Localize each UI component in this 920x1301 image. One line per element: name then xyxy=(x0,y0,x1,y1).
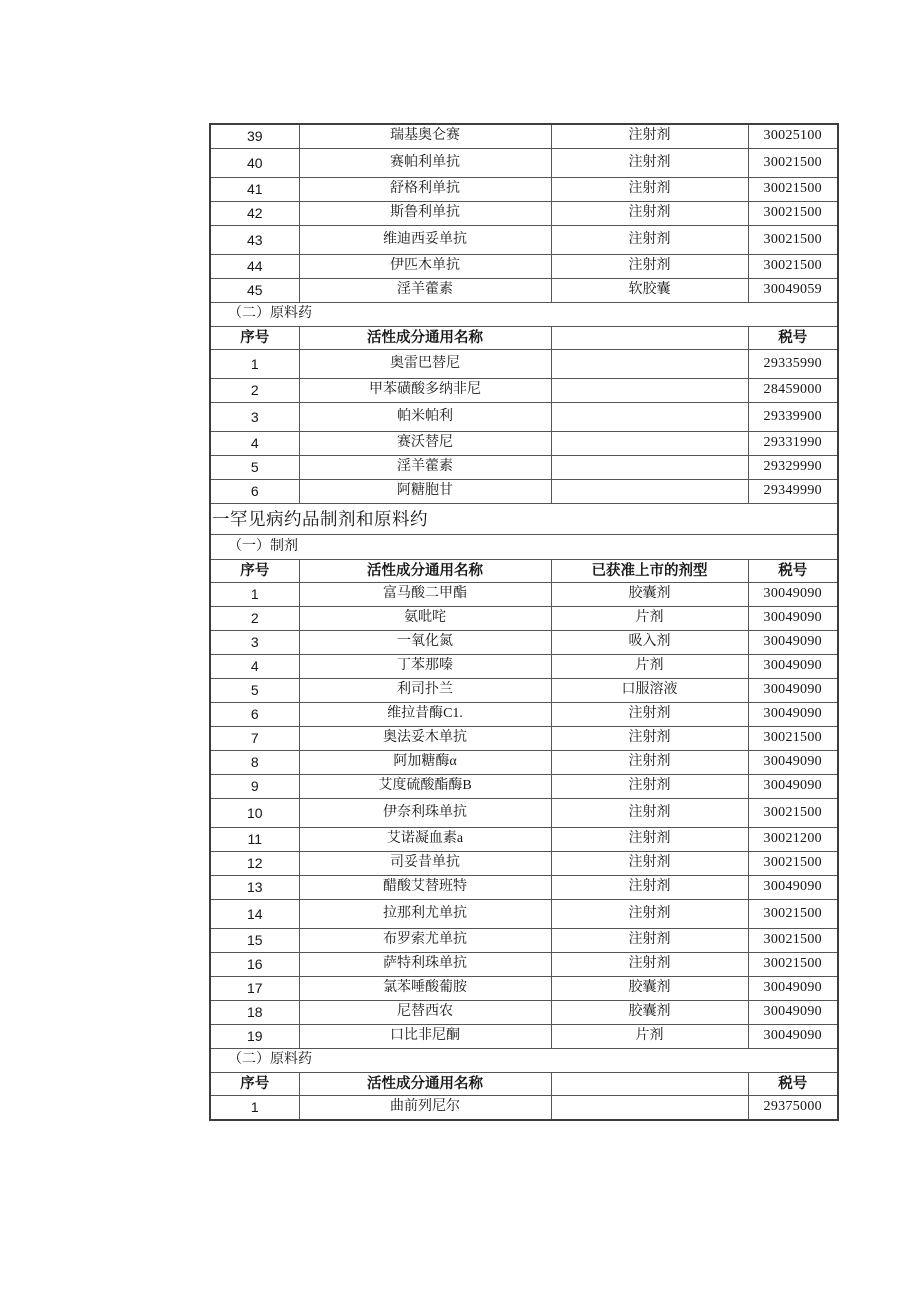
row-tax-cell: 30049090 xyxy=(748,775,838,799)
section-label-row xyxy=(210,303,838,327)
row-name-cell: 萨特利珠单抗 xyxy=(299,953,551,977)
row-tax-cell: 30021500 xyxy=(748,202,838,226)
row-tax-cell: 30021500 xyxy=(748,852,838,876)
row-tax-cell: 30049090 xyxy=(748,1025,838,1049)
row-no-cell: 12 xyxy=(210,852,299,876)
row-no-cell: 4 xyxy=(210,432,299,456)
row-tax-cell: 30021500 xyxy=(748,149,838,178)
section-label: （二）原料药 xyxy=(210,303,838,327)
api2-section xyxy=(210,1049,838,1096)
row-form-cell: 胶囊剂 xyxy=(551,1001,748,1025)
col-header-form: 已获准上市的剂型 xyxy=(551,560,748,583)
row-tax-cell: 30049090 xyxy=(748,655,838,679)
col-header-no: 序号 xyxy=(210,560,299,583)
row-name-cell: 阿加糖酶α xyxy=(299,751,551,775)
table-row xyxy=(210,828,838,852)
row-name-cell: 艾度硫酸酯酶B xyxy=(299,775,551,799)
row-tax-cell: 30021500 xyxy=(748,226,838,255)
table-row xyxy=(210,703,838,727)
table-row xyxy=(210,202,838,226)
row-form-cell xyxy=(551,403,748,432)
row-name-cell: 氯苯唾酸葡胺 xyxy=(299,977,551,1001)
api1-rows xyxy=(210,350,838,504)
api1-section xyxy=(210,303,838,350)
section-label-row xyxy=(210,1049,838,1073)
col-header-form xyxy=(551,1073,748,1096)
row-no-cell: 1 xyxy=(210,350,299,379)
continuation-rows xyxy=(210,124,838,303)
table-row xyxy=(210,1096,838,1121)
row-no-cell: 10 xyxy=(210,799,299,828)
table-row xyxy=(210,900,838,929)
table-row xyxy=(210,432,838,456)
row-no-cell: 14 xyxy=(210,900,299,929)
row-form-cell: 吸入剂 xyxy=(551,631,748,655)
row-name-cell: 尼替西农 xyxy=(299,1001,551,1025)
row-tax-cell: 30021500 xyxy=(748,799,838,828)
row-no-cell: 16 xyxy=(210,953,299,977)
row-name-cell: 瑞基奥仑赛 xyxy=(299,124,551,149)
row-name-cell: 拉那利尤单抗 xyxy=(299,900,551,929)
row-tax-cell: 30021500 xyxy=(748,900,838,929)
prep-rows xyxy=(210,583,838,1049)
api1-header-row xyxy=(210,327,838,350)
table-row xyxy=(210,178,838,202)
row-no-cell: 7 xyxy=(210,727,299,751)
col-header-name: 活性成分通用名称 xyxy=(299,327,551,350)
row-tax-cell: 30049090 xyxy=(748,583,838,607)
row-no-cell: 44 xyxy=(210,255,299,279)
row-tax-cell: 30021500 xyxy=(748,255,838,279)
row-no-cell: 18 xyxy=(210,1001,299,1025)
row-form-cell: 注射剂 xyxy=(551,124,748,149)
row-tax-cell: 30049090 xyxy=(748,679,838,703)
row-form-cell: 注射剂 xyxy=(551,703,748,727)
row-no-cell: 2 xyxy=(210,607,299,631)
table-row xyxy=(210,456,838,480)
row-name-cell: 甲苯磺酸多纳非尼 xyxy=(299,379,551,403)
row-tax-cell: 30021500 xyxy=(748,178,838,202)
row-form-cell: 注射剂 xyxy=(551,751,748,775)
table-row xyxy=(210,751,838,775)
row-no-cell: 2 xyxy=(210,379,299,403)
row-form-cell: 片剂 xyxy=(551,1025,748,1049)
row-tax-cell: 29331990 xyxy=(748,432,838,456)
row-no-cell: 5 xyxy=(210,456,299,480)
row-name-cell: 奥法妥木单抗 xyxy=(299,727,551,751)
row-name-cell: 利司扑兰 xyxy=(299,679,551,703)
table-row xyxy=(210,876,838,900)
section-label: （一）制剂 xyxy=(210,535,838,560)
row-form-cell: 注射剂 xyxy=(551,226,748,255)
api2-header-row xyxy=(210,1073,838,1096)
table-row xyxy=(210,631,838,655)
row-form-cell: 注射剂 xyxy=(551,178,748,202)
rare-disease-part xyxy=(210,504,838,583)
row-no-cell: 3 xyxy=(210,631,299,655)
row-no-cell: 3 xyxy=(210,403,299,432)
table-row xyxy=(210,403,838,432)
table-row xyxy=(210,226,838,255)
row-name-cell: 艾诺凝血素a xyxy=(299,828,551,852)
row-form-cell: 注射剂 xyxy=(551,929,748,953)
row-name-cell: 富马酸二甲酯 xyxy=(299,583,551,607)
row-no-cell: 43 xyxy=(210,226,299,255)
row-tax-cell: 30049090 xyxy=(748,631,838,655)
col-header-name: 活性成分通用名称 xyxy=(299,560,551,583)
table-row xyxy=(210,1025,838,1049)
table-row xyxy=(210,727,838,751)
table-row xyxy=(210,655,838,679)
row-name-cell: 淫羊藿素 xyxy=(299,279,551,303)
row-form-cell: 注射剂 xyxy=(551,255,748,279)
table-row xyxy=(210,480,838,504)
table-row xyxy=(210,977,838,1001)
table-row xyxy=(210,379,838,403)
row-form-cell: 注射剂 xyxy=(551,828,748,852)
drug-tariff-table xyxy=(209,123,839,1121)
row-no-cell: 6 xyxy=(210,703,299,727)
section-label: （二）原料药 xyxy=(210,1049,838,1073)
table-row xyxy=(210,953,838,977)
row-no-cell: 17 xyxy=(210,977,299,1001)
row-no-cell: 39 xyxy=(210,124,299,149)
rare-disease-heading-row xyxy=(210,504,838,535)
row-no-cell: 5 xyxy=(210,679,299,703)
row-tax-cell: 29335990 xyxy=(748,350,838,379)
row-name-cell: 醋酸艾替班特 xyxy=(299,876,551,900)
row-name-cell: 淫羊藿素 xyxy=(299,456,551,480)
row-form-cell xyxy=(551,456,748,480)
api2-rows xyxy=(210,1096,838,1121)
row-no-cell: 41 xyxy=(210,178,299,202)
col-header-tax: 税号 xyxy=(748,1073,838,1096)
row-tax-cell: 29329990 xyxy=(748,456,838,480)
table-row xyxy=(210,279,838,303)
row-tax-cell: 30049059 xyxy=(748,279,838,303)
row-form-cell: 注射剂 xyxy=(551,876,748,900)
row-tax-cell: 28459000 xyxy=(748,379,838,403)
row-tax-cell: 30049090 xyxy=(748,977,838,1001)
col-header-name: 活性成分通用名称 xyxy=(299,1073,551,1096)
row-form-cell: 注射剂 xyxy=(551,900,748,929)
row-form-cell xyxy=(551,1096,748,1121)
row-form-cell: 注射剂 xyxy=(551,727,748,751)
row-form-cell xyxy=(551,379,748,403)
row-name-cell: 丁苯那嗪 xyxy=(299,655,551,679)
row-no-cell: 1 xyxy=(210,1096,299,1121)
row-form-cell xyxy=(551,350,748,379)
row-form-cell: 片剂 xyxy=(551,607,748,631)
table-row xyxy=(210,149,838,178)
row-tax-cell: 30021500 xyxy=(748,953,838,977)
row-form-cell: 片剂 xyxy=(551,655,748,679)
tariff-table-container xyxy=(209,123,837,1121)
row-tax-cell: 29375000 xyxy=(748,1096,838,1121)
row-form-cell: 注射剂 xyxy=(551,852,748,876)
row-tax-cell: 29349990 xyxy=(748,480,838,504)
row-form-cell xyxy=(551,480,748,504)
row-tax-cell: 29339900 xyxy=(748,403,838,432)
col-header-tax: 税号 xyxy=(748,327,838,350)
table-row xyxy=(210,255,838,279)
row-name-cell: 伊匹木单抗 xyxy=(299,255,551,279)
row-no-cell: 11 xyxy=(210,828,299,852)
row-name-cell: 赛帕利单抗 xyxy=(299,149,551,178)
table-row xyxy=(210,799,838,828)
row-no-cell: 13 xyxy=(210,876,299,900)
row-no-cell: 45 xyxy=(210,279,299,303)
row-name-cell: 司妥昔单抗 xyxy=(299,852,551,876)
row-no-cell: 4 xyxy=(210,655,299,679)
col-header-tax: 税号 xyxy=(748,560,838,583)
table-row xyxy=(210,775,838,799)
row-form-cell: 胶囊剂 xyxy=(551,977,748,1001)
row-name-cell: 布罗索尤单抗 xyxy=(299,929,551,953)
row-tax-cell: 30049090 xyxy=(748,703,838,727)
row-name-cell: 伊奈利珠单抗 xyxy=(299,799,551,828)
row-form-cell: 注射剂 xyxy=(551,953,748,977)
row-tax-cell: 30049090 xyxy=(748,751,838,775)
table-row xyxy=(210,607,838,631)
row-form-cell: 注射剂 xyxy=(551,775,748,799)
table-row xyxy=(210,583,838,607)
row-name-cell: 奥雷巴替尼 xyxy=(299,350,551,379)
table-row xyxy=(210,929,838,953)
row-name-cell: 帕米帕利 xyxy=(299,403,551,432)
row-name-cell: 舒格利单抗 xyxy=(299,178,551,202)
row-name-cell: 一氧化氮 xyxy=(299,631,551,655)
table-row xyxy=(210,350,838,379)
row-no-cell: 8 xyxy=(210,751,299,775)
row-form-cell: 口服溶液 xyxy=(551,679,748,703)
row-no-cell: 1 xyxy=(210,583,299,607)
row-no-cell: 6 xyxy=(210,480,299,504)
row-name-cell: 曲前列尼尔 xyxy=(299,1096,551,1121)
prep-section-label-row xyxy=(210,535,838,560)
row-form-cell: 注射剂 xyxy=(551,202,748,226)
table-row xyxy=(210,1001,838,1025)
row-name-cell: 斯鲁利单抗 xyxy=(299,202,551,226)
row-name-cell: 氨吡咤 xyxy=(299,607,551,631)
row-tax-cell: 30049090 xyxy=(748,1001,838,1025)
row-form-cell: 注射剂 xyxy=(551,149,748,178)
row-name-cell: 口比非尼酮 xyxy=(299,1025,551,1049)
row-name-cell: 阿糖胞甘 xyxy=(299,480,551,504)
row-no-cell: 9 xyxy=(210,775,299,799)
col-header-no: 序号 xyxy=(210,327,299,350)
row-no-cell: 42 xyxy=(210,202,299,226)
row-name-cell: 维迪西妥单抗 xyxy=(299,226,551,255)
row-form-cell: 注射剂 xyxy=(551,799,748,828)
row-no-cell: 19 xyxy=(210,1025,299,1049)
row-tax-cell: 30021500 xyxy=(748,727,838,751)
row-form-cell xyxy=(551,432,748,456)
row-name-cell: 维拉昔酶C1. xyxy=(299,703,551,727)
row-name-cell: 赛沃替尼 xyxy=(299,432,551,456)
col-header-form xyxy=(551,327,748,350)
row-tax-cell: 30021500 xyxy=(748,929,838,953)
row-tax-cell: 30049090 xyxy=(748,607,838,631)
row-tax-cell: 30025100 xyxy=(748,124,838,149)
row-no-cell: 40 xyxy=(210,149,299,178)
row-form-cell: 软胶囊 xyxy=(551,279,748,303)
rare-disease-heading: 一罕见病约品制剂和原料约 xyxy=(210,504,838,535)
row-form-cell: 胶囊剂 xyxy=(551,583,748,607)
row-tax-cell: 30021200 xyxy=(748,828,838,852)
prep-header-row xyxy=(210,560,838,583)
table-row xyxy=(210,679,838,703)
table-row xyxy=(210,124,838,149)
row-tax-cell: 30049090 xyxy=(748,876,838,900)
table-row xyxy=(210,852,838,876)
col-header-no: 序号 xyxy=(210,1073,299,1096)
row-no-cell: 15 xyxy=(210,929,299,953)
